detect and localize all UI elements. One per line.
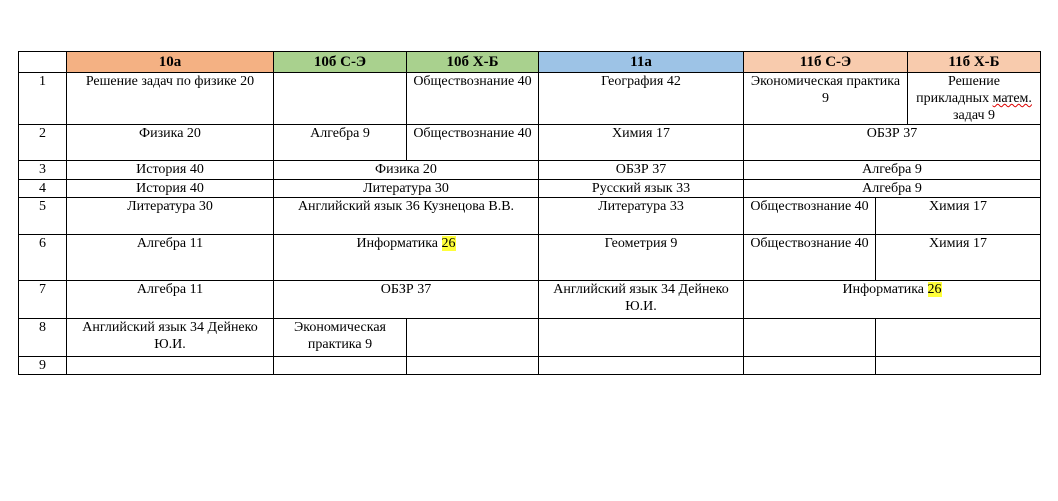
cell-11a: Русский язык 33 xyxy=(539,180,744,198)
room-highlight: 26 xyxy=(927,282,942,297)
subject-text: Информатика xyxy=(356,236,442,251)
cell-11b-xb xyxy=(876,357,1041,375)
schedule-table xyxy=(18,51,1041,375)
header-class-11b-xb: 11б Х-Б xyxy=(908,52,1041,73)
cell-11b-xb: Химия 17 xyxy=(876,198,1041,235)
lesson-number: 4 xyxy=(19,180,67,198)
cell-10b-xb xyxy=(407,357,539,375)
cell-10a: История 40 xyxy=(67,161,274,180)
cell-11a xyxy=(539,357,744,375)
header-class-10b-se: 10б С-Э xyxy=(274,52,407,73)
cell-10a: Алгебра 11 xyxy=(67,235,274,281)
cell-10b-merged xyxy=(274,235,539,281)
lesson-number: 6 xyxy=(19,235,67,281)
cell-11a: Английский язык 34 Дейнеко Ю.И. xyxy=(539,281,744,319)
cell-11b-xb-part3: задач 9 xyxy=(952,108,996,123)
cell-11a: Химия 17 xyxy=(539,125,744,161)
cell-10a: Решение задач по физике 20 xyxy=(67,73,274,125)
header-class-11a: 11а xyxy=(539,52,744,73)
room-highlight: 26 xyxy=(441,236,456,251)
cell-11b-se xyxy=(744,357,876,375)
cell-10b-merged: Английский язык 36 Кузнецова В.В. xyxy=(274,198,539,235)
cell-10a xyxy=(67,357,274,375)
cell-11b-se xyxy=(744,319,876,357)
header-class-10a: 10а xyxy=(67,52,274,73)
cell-11a: Геометрия 9 xyxy=(539,235,744,281)
cell-11b-se: Обществознание 40 xyxy=(744,235,876,281)
lesson-row-9 xyxy=(19,357,1041,375)
cell-10a: Английский язык 34 Дейнеко Ю.И. xyxy=(67,319,274,357)
lesson-number: 7 xyxy=(19,281,67,319)
lesson-number: 2 xyxy=(19,125,67,161)
lesson-row-2 xyxy=(19,125,1041,161)
cell-10b-se: Экономическая практика 9 xyxy=(274,319,407,357)
lesson-row-6 xyxy=(19,235,1041,281)
lesson-row-8 xyxy=(19,319,1041,357)
cell-10b-se xyxy=(274,357,407,375)
lesson-row-3 xyxy=(19,161,1041,180)
cell-11a: Литература 33 xyxy=(539,198,744,235)
header-row xyxy=(19,52,1041,73)
cell-10a: Литература 30 xyxy=(67,198,274,235)
cell-10b-se: Алгебра 9 xyxy=(274,125,407,161)
header-corner xyxy=(19,52,67,73)
cell-10b-xb: Обществознание 40 xyxy=(407,125,539,161)
lesson-row-4 xyxy=(19,180,1041,198)
cell-11b-merged xyxy=(744,281,1041,319)
lesson-number: 9 xyxy=(19,357,67,375)
cell-11b-xb-misspelled: матем. xyxy=(992,91,1032,106)
cell-11b-xb-part1: Решение прикладных xyxy=(916,74,1000,106)
cell-10b-xb: Обществознание 40 xyxy=(407,73,539,125)
lesson-row-1 xyxy=(19,73,1041,125)
lesson-number: 1 xyxy=(19,73,67,125)
cell-11a: ОБЗР 37 xyxy=(539,161,744,180)
lesson-number: 3 xyxy=(19,161,67,180)
cell-10b-xb xyxy=(407,319,539,357)
cell-11a xyxy=(539,319,744,357)
cell-11b-xb xyxy=(876,319,1041,357)
cell-11b-merged: Алгебра 9 xyxy=(744,180,1041,198)
cell-10a: Алгебра 11 xyxy=(67,281,274,319)
header-class-10b-xb: 10б Х-Б xyxy=(407,52,539,73)
cell-10b-se xyxy=(274,73,407,125)
cell-11a: География 42 xyxy=(539,73,744,125)
cell-10b-merged: ОБЗР 37 xyxy=(274,281,539,319)
cell-11b-merged: Алгебра 9 xyxy=(744,161,1041,180)
subject-text: Информатика xyxy=(842,282,928,297)
cell-10a: Физика 20 xyxy=(67,125,274,161)
lesson-number: 8 xyxy=(19,319,67,357)
lesson-row-5 xyxy=(19,198,1041,235)
cell-11b-merged: ОБЗР 37 xyxy=(744,125,1041,161)
cell-10b-merged: Физика 20 xyxy=(274,161,539,180)
cell-11b-se: Обществознание 40 xyxy=(744,198,876,235)
cell-10b-merged: Литература 30 xyxy=(274,180,539,198)
header-class-11b-se: 11б С-Э xyxy=(744,52,908,73)
cell-10a: История 40 xyxy=(67,180,274,198)
lesson-row-7 xyxy=(19,281,1041,319)
cell-11b-xb: Химия 17 xyxy=(876,235,1041,281)
lesson-number: 5 xyxy=(19,198,67,235)
cell-11b-xb xyxy=(908,73,1041,125)
cell-11b-se: Экономическая практика 9 xyxy=(744,73,908,125)
